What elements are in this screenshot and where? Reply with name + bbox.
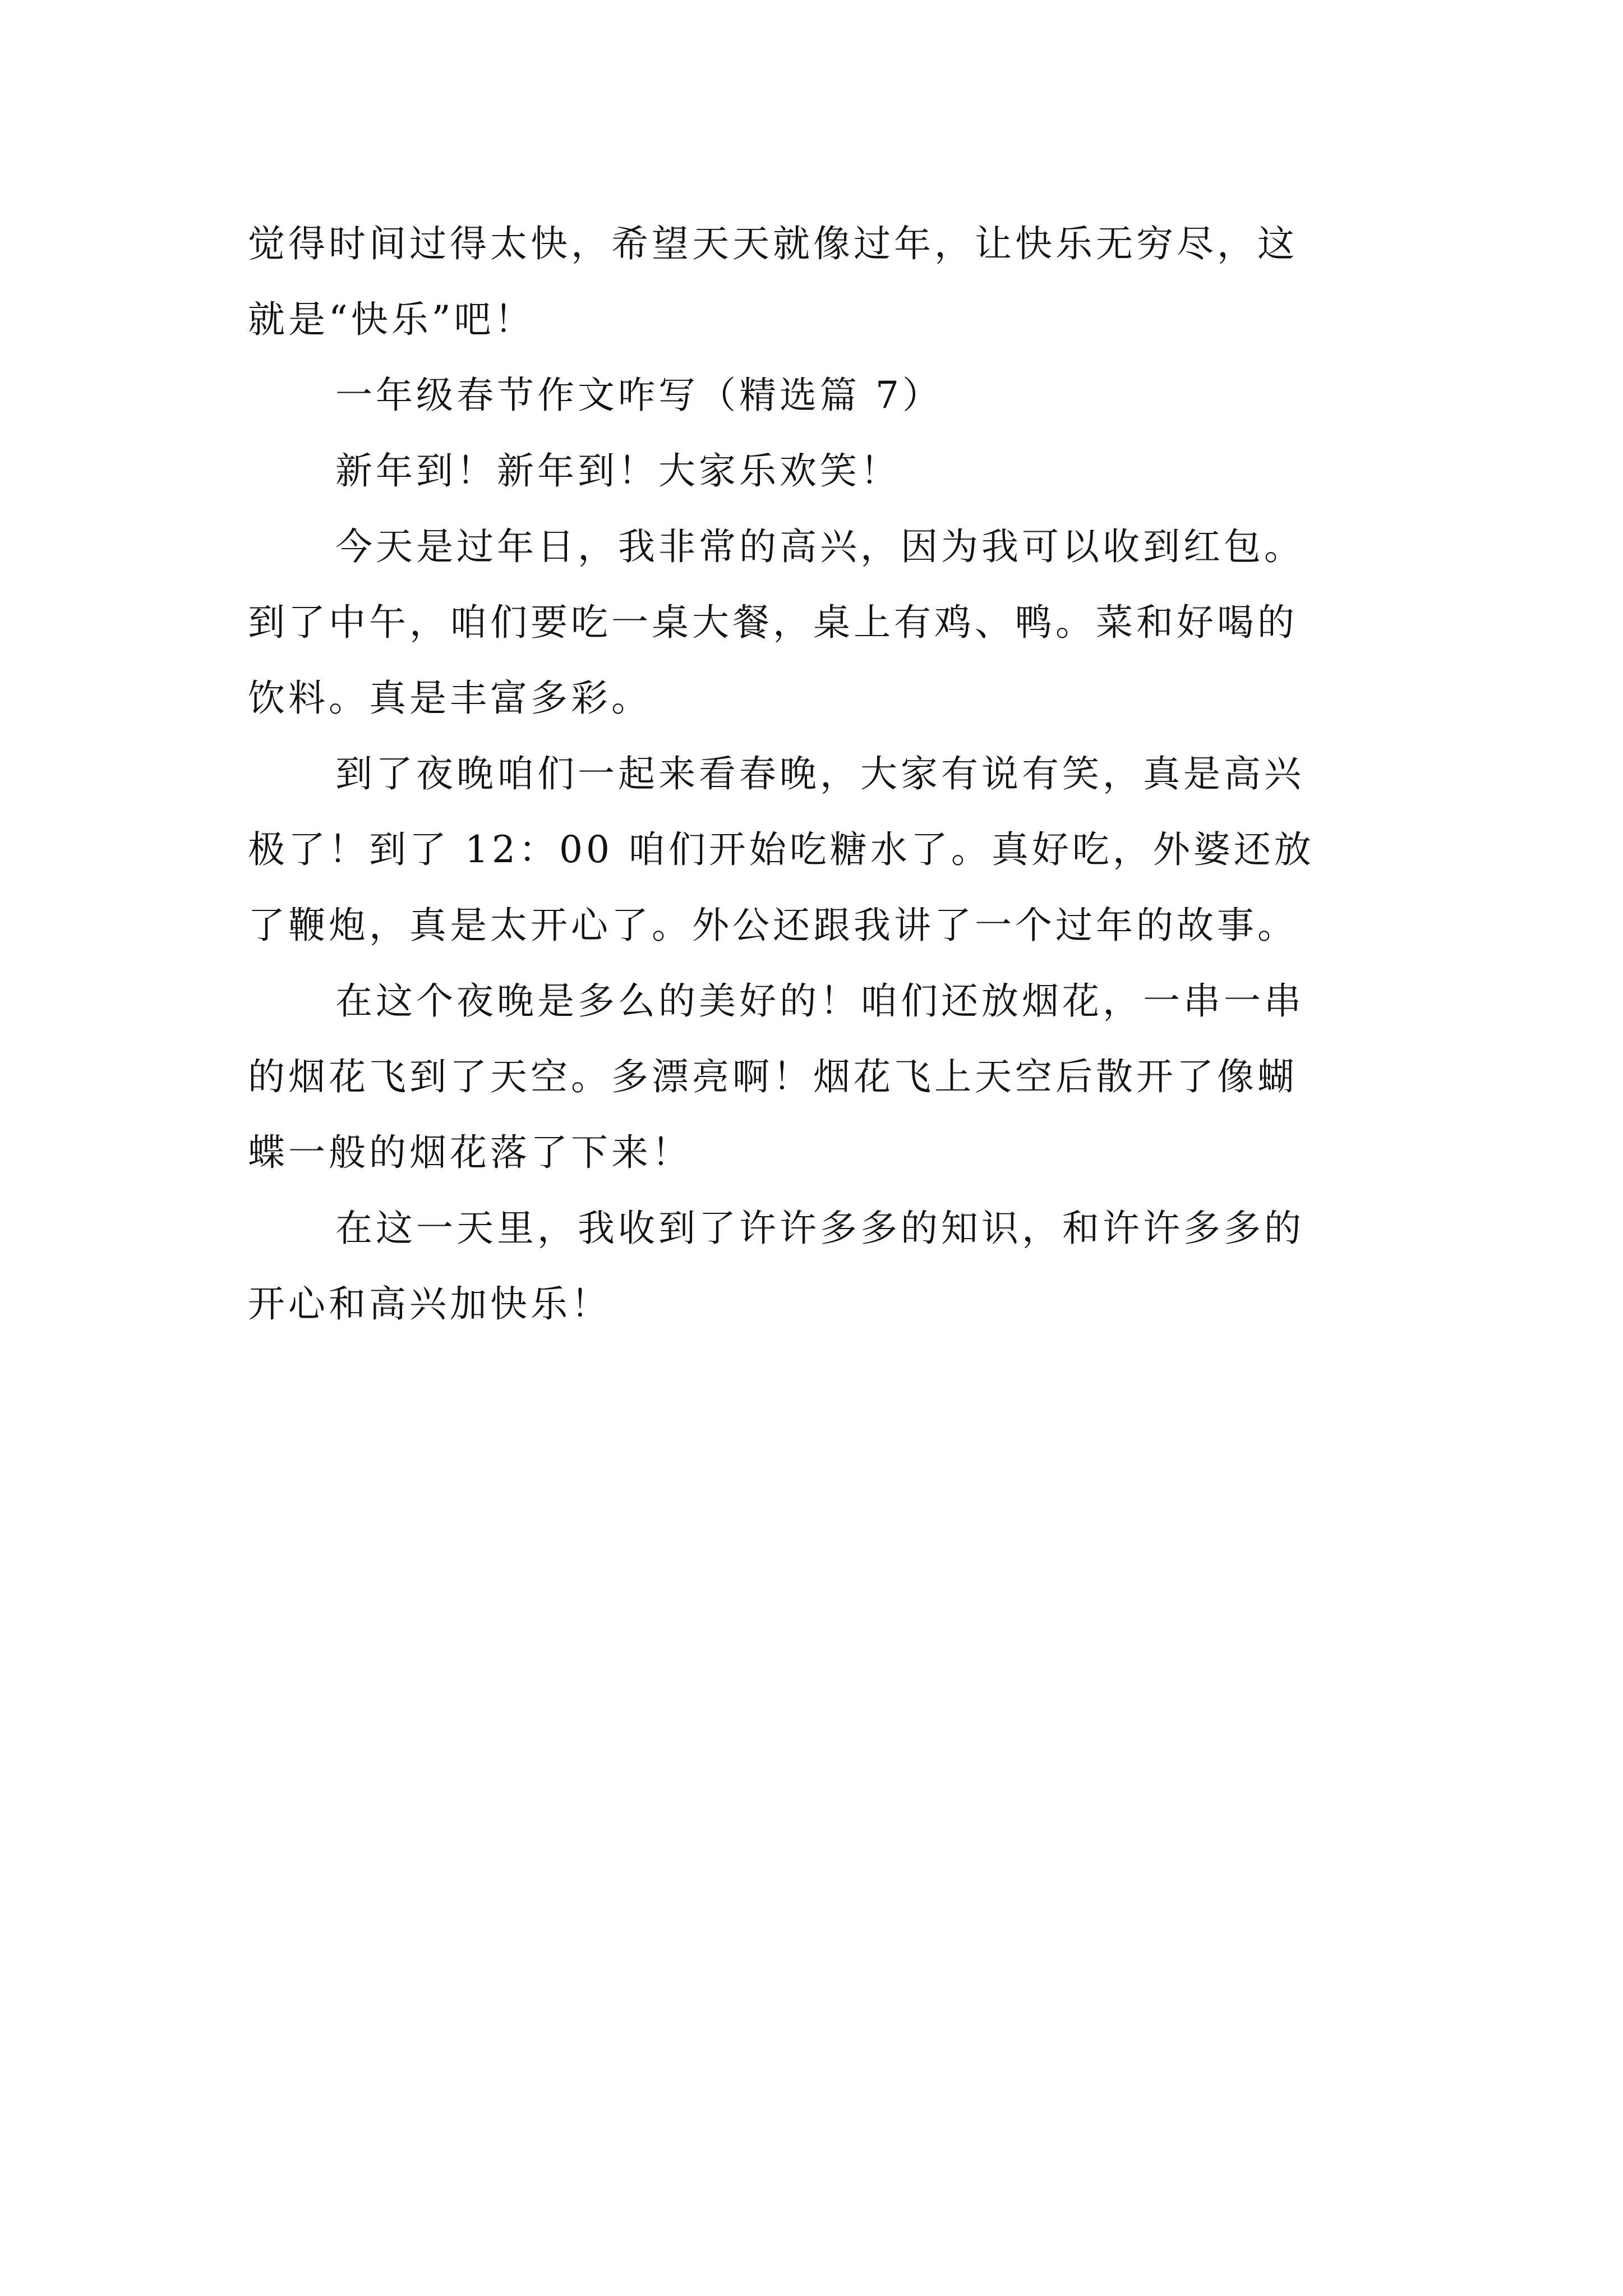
text-line: 的烟花飞到了天空。多漂亮啊！烟花飞上天空后散开了像蝴 xyxy=(248,1055,1298,1098)
text-line: 饮料。真是丰富多彩。 xyxy=(248,677,652,720)
text-line: 到了中午，咱们要吃一桌大餐，桌上有鸡、鸭。菜和好喝的 xyxy=(248,601,1298,644)
text-line: 蝶一般的烟花落了下来！ xyxy=(248,1131,692,1174)
text-line: 今天是过年日，我非常的高兴，因为我可以收到红包。 xyxy=(335,525,1304,568)
text-line: 到了夜晚咱们一起来看春晚，大家有说有笑，真是高兴 xyxy=(335,752,1304,795)
text-line: 开心和高兴加快乐！ xyxy=(248,1282,611,1326)
text-line: 就是“快乐”吧！ xyxy=(248,298,535,341)
text-line: 觉得时间过得太快，希望天天就像过年，让快乐无穷尽，这 xyxy=(248,222,1298,265)
text-line: 在这一天里，我收到了许许多多的知识，和许许多多的 xyxy=(335,1207,1304,1250)
text-line: 了鞭炮，真是太开心了。外公还跟我讲了一个过年的故事。 xyxy=(248,904,1298,947)
text-line: 新年到！新年到！大家乐欢笑！ xyxy=(335,449,901,493)
text-line: 在这个夜晚是多么的美好的！咱们还放烟花，一串一串 xyxy=(335,979,1304,1023)
section-heading: 一年级春节作文咋写（精选篇 7） xyxy=(335,374,943,417)
text-line: 极了！到了 12：00 咱们开始吃糖水了。真好吃，外婆还放 xyxy=(248,828,1315,871)
